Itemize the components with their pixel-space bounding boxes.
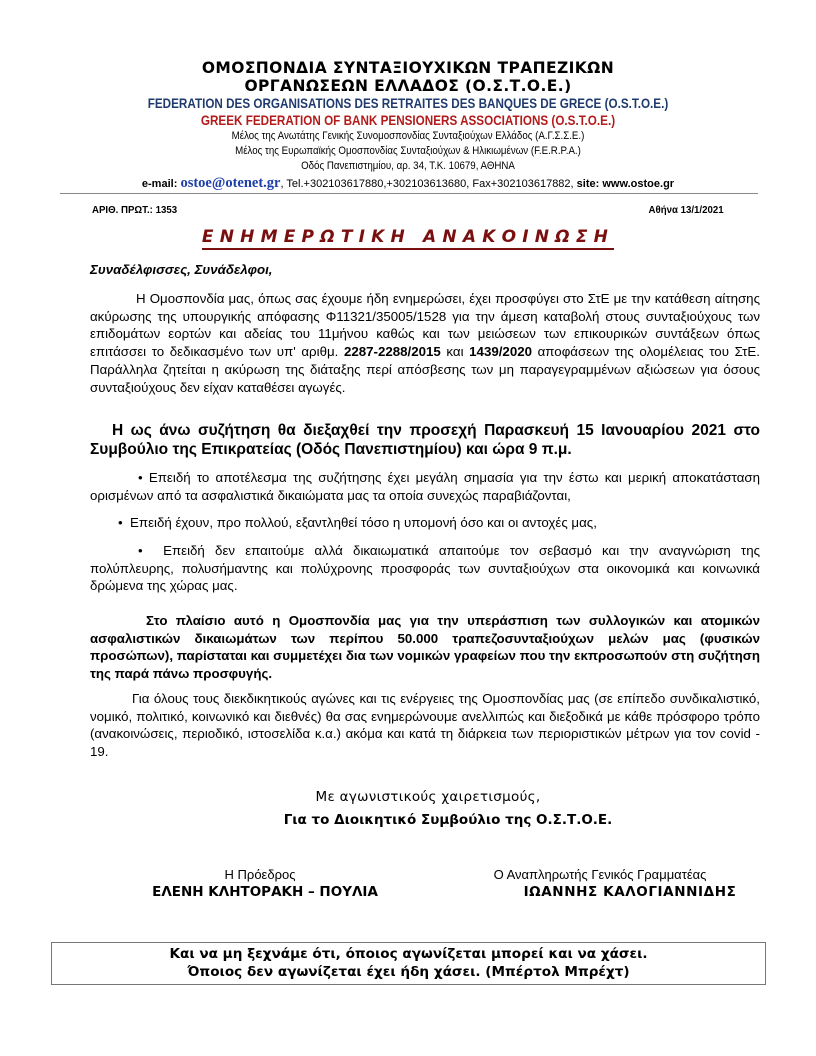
brecht-quote-box [51, 942, 766, 985]
bullet-text: Επειδή το αποτέλεσμα της συζήτησης έχει μεγάλη σημασία για την έστω και μερική αποκατάσταση ορισμένων από τα ασφαλιστικά δικαιώματα μας τα οποία συνεχώς παραβιάζονται, [90, 470, 760, 503]
federation-name-english: GREEK FEDERATION OF BANK PENSIONERS ASSOCIATIONS (O.S.T.O.E.) [200, 113, 616, 128]
bullet-icon: • [118, 515, 123, 530]
federation-name-french: FEDERATION DES ORGANISATIONS DES RETRAITES DES BANQUES DE GRECE (O.S.T.O.E.) [147, 96, 669, 111]
bullet-item [118, 514, 758, 532]
quote-line-2: Όποιος δεν αγωνίζεται έχει ήδη χάσει. (Μπέρτολ Μπρέχτ) [187, 964, 630, 980]
email-link[interactable]: ostoe@otenet.gr [180, 175, 281, 191]
bullet-icon: • [138, 470, 143, 485]
document-date: Αθήνα 13/1/2021 [648, 204, 724, 216]
paragraph-participation: Στο πλαίσιο αυτό η Ομοσπονδία μας για την υπεράσπιση των συλλογικών και ατομικών ασφαλιστικών δικαιωμάτων των περίπου 50.000 τραπεζοσυνταξιούχων μελών μας (φυσικών προσώπων), παρίσταται και συμμετέχει δια των νομικών γραφείων που την εκπροσωπούν στη συζήτηση της παρά πάνω προσφυγής. [90, 613, 761, 682]
federation-name-greek-line2: ΟΡΓΑΝΩΣΕΩΝ ΕΛΛΑΔΟΣ (Ο.Σ.Τ.Ο.Ε.) [244, 77, 572, 95]
paragraph-appeal-text: Η Ομοσπονδία μας, όπως σας έχουμε ήδη ενημερώσει, έχει προσφύγει στο ΣτΕ με την κατάθεση αίτησης ακύρωσης της υπουργικής απόφασης Φ11321/35005/1528 για την άμεση καταβολή στους συνταξιούχους των επιδομάτων εορτών και αδείας του 11μήνου καθώς και των μειώσεων των επικουρικών συντάξεων όπως επιτάσσει το δεδικασμένο των υπ' αριθμ. [90, 291, 760, 360]
signature-name: ΕΛΕΝΗ ΚΛΗΤΟΡΑΚΗ – ΠΟΥΛΙΑ [152, 884, 378, 900]
protocol-number: ΑΡΙΘ. ΠΡΩΤ.: 1353 [92, 204, 178, 216]
document-title-wrap [0, 227, 816, 250]
address: Οδός Πανεπιστημίου, αρ. 34, Τ.Κ. 10679, ΑΘΗΝΑ [301, 160, 515, 172]
membership-ferpa: Μέλος της Ευρωπαϊκής Ομοσπονδίας Συνταξιούχων & Ηλικιωμένων (F.E.R.P.A.) [235, 145, 581, 157]
site-label: site: [576, 178, 600, 190]
contact-line [0, 176, 816, 191]
header-separator [60, 193, 758, 194]
email-label: e-mail: [141, 178, 178, 190]
phone-fax: , Tel.+302103617880,+302103613680, Fax+302103617882, [280, 178, 577, 190]
decision-ref-2287: 2287-2288/2015 [343, 344, 441, 360]
paragraph-updates: Για όλους τους διεκδικητικούς αγώνες και τις ενέργειες της Ομοσπονδίας μας (σε επίπεδο συνδικαλιστικό, νομικό, πολιτικό, κοινωνικό και διεθνές) θα σας ενημερώνουμε ανελλιπώς και διεξοδικά με κάθε πρόσφορο τρόπο (ανακοινώσεις, περιοδικό, ιστοσελίδα κ.α.) ακόμα και κατά τη διάρκεια των περιοριστικών μέτρων για τον covid - 19. [90, 691, 760, 760]
decision-ref-1439: 1439/2020 [469, 344, 533, 360]
signature-name: ΙΩΑΝΝΗΣ ΚΑΛΟΓΙΑΝΝΙΔΗΣ [523, 884, 737, 900]
quote-line-1: Και να μη ξεχνάμε ότι, όποιος αγωνίζεται μπορεί και να χάσει. [169, 946, 648, 962]
bullet-item [90, 542, 760, 595]
bullet-item [90, 469, 760, 504]
paragraph-hearing-date: Η ως άνω συζήτηση θα διεξαχθεί την προσεχή Παρασκευή 15 Ιανουαρίου 2021 στο Συμβούλιο της Επικρατείας (Οδός Πανεπιστημίου) και ώρα 9 π.μ. [90, 422, 760, 458]
site-link[interactable]: www.ostoe.gr [602, 178, 675, 190]
document-title: ΕΝΗΜΕΡΩΤΙΚΗ ΑΝΑΚΟΙΝΩΣΗ [202, 227, 614, 250]
membership-agsse: Μέλος της Ανωτάτης Γενικής Συνομοσπονδίας Συνταξιούχων Ελλάδος (Α.Γ.Σ.Σ.Ε.) [231, 130, 585, 142]
signature-role: Η Πρόεδρος [224, 867, 296, 882]
paragraph-appeal [90, 290, 760, 396]
bullet-icon: • [138, 543, 143, 558]
federation-name-greek-line1: ΟΜΟΣΠΟΝΔΙΑ ΣΥΝΤΑΞΙΟΥΧΙΚΩΝ ΤΡΑΠΕΖΙΚΩΝ [201, 59, 615, 77]
paragraph-appeal-rest: αποφάσεων της ολομέλειας του ΣτΕ. Παράλληλα ζητείται η ακύρωση της διάταξης περί απόσβεσης των μη παραγεγραμμένων αξιώσεων για όσους συνταξιούχους δεν είχαν καταθέσει αγωγές. [90, 344, 760, 395]
bullet-text: Επειδή δεν επαιτούμε αλλά δικαιωματικά απαιτούμε τον σεβασμό και την αναγνώριση της πολύπλευρης, πολυσήμαντης και πολύχρονης προσφοράς των συνταξιούχων στα οικονομικά και κοινωνικά δρώμενα της χώρας μας. [90, 543, 760, 594]
signature-secretary [445, 867, 755, 901]
closing-board: Για το Διοικητικό Συμβούλιο της Ο.Σ.Τ.Ο.Ε. [283, 812, 613, 828]
paragraph-appeal-conj: και [440, 344, 470, 360]
greeting: Συναδέλφισσες, Συνάδελφοι, [90, 262, 273, 277]
closing-salutation: Με αγωνιστικούς χαιρετισμούς, [315, 789, 541, 805]
signature-role: Ο Αναπληρωτής Γενικός Γραμματέας [493, 867, 707, 882]
signature-president [130, 867, 400, 901]
bullet-text: Επειδή έχουν, προ πολλού, εξαντληθεί τόσο η υπομονή όσο και οι αντοχές μας, [130, 515, 597, 530]
